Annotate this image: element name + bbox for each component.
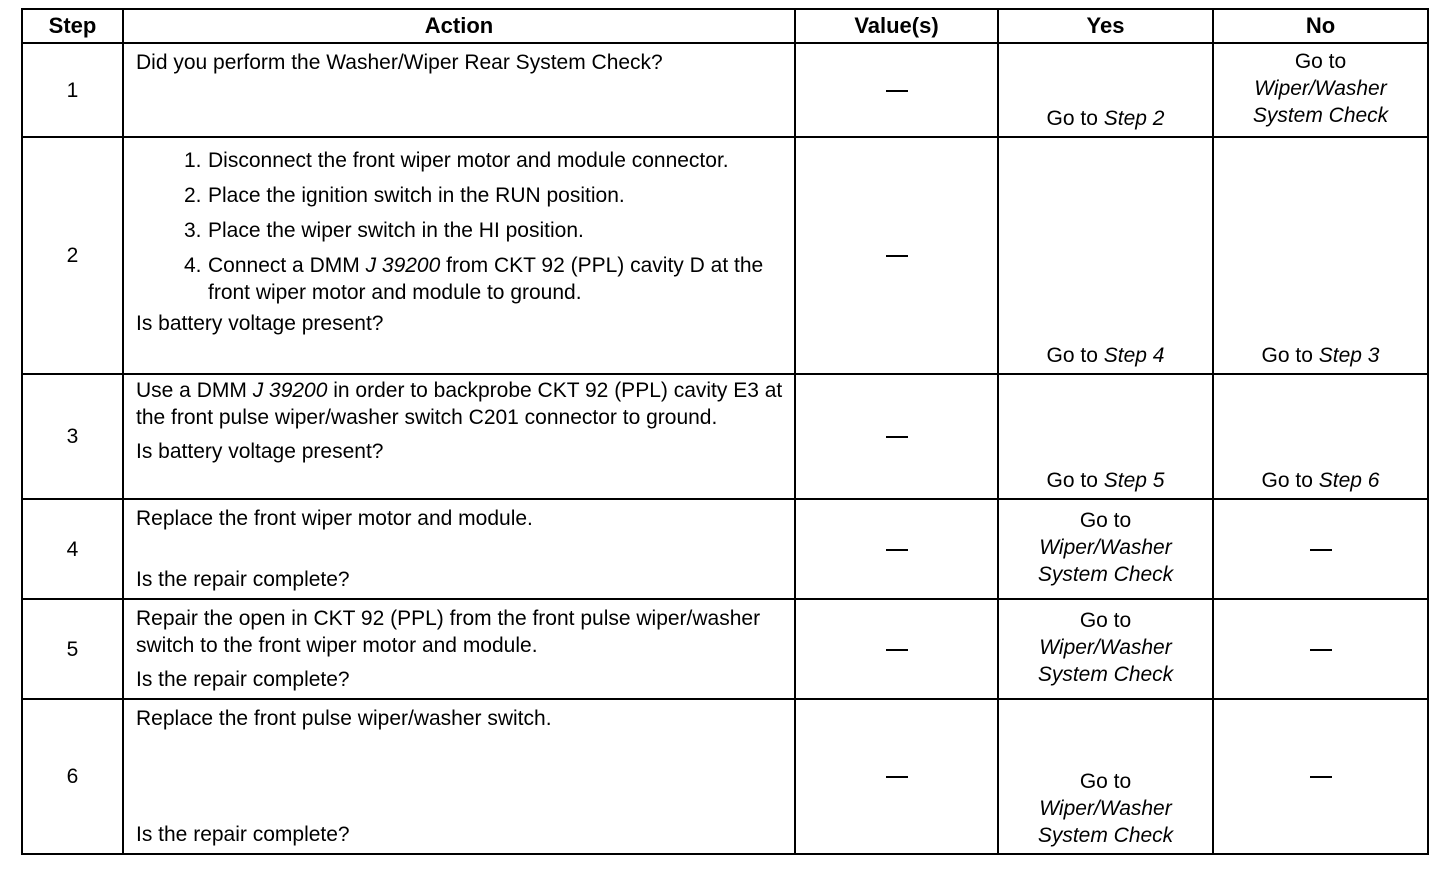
- tool-number: J 39200: [252, 379, 328, 402]
- table-row-step-2: [22, 137, 1428, 374]
- action-question: Is the repair complete?: [136, 568, 350, 591]
- action-question: Is battery voltage present?: [136, 312, 384, 335]
- value-dash: [886, 549, 908, 551]
- no-dash: [1310, 649, 1332, 651]
- no-cell: [1213, 699, 1428, 854]
- yes-wiper-check-line2: System Check: [1037, 562, 1174, 586]
- no-cell: [1213, 499, 1428, 599]
- no-cell: [1213, 374, 1428, 499]
- value-cell: [795, 499, 998, 599]
- no-goto-label: Go to: [1261, 469, 1313, 492]
- no-dash: [1310, 549, 1332, 551]
- action-cell: [123, 699, 795, 854]
- yes-step-link: Step 4: [1103, 344, 1165, 367]
- value-cell: [795, 699, 998, 854]
- no-step-link: Step 6: [1318, 469, 1380, 492]
- action-question: Is battery voltage present?: [136, 440, 384, 463]
- table-row-step-4: [22, 499, 1428, 599]
- value-cell: [795, 137, 998, 374]
- no-step-link: Step 3: [1318, 344, 1380, 367]
- table-row-step-3: [22, 374, 1428, 499]
- value-cell: [795, 374, 998, 499]
- no-cell: [1213, 43, 1428, 137]
- table-row-step-6: [22, 699, 1428, 854]
- value-dash: [886, 255, 908, 257]
- yes-step-link: Step 2: [1103, 107, 1165, 130]
- no-goto-label: Go to: [1294, 50, 1347, 73]
- action-cell: [123, 137, 795, 374]
- yes-step-link: Step 5: [1103, 469, 1165, 492]
- action-question: Is the repair complete?: [136, 823, 350, 846]
- step-number: 6: [22, 699, 123, 854]
- no-goto-label: Go to: [1261, 344, 1313, 367]
- value-dash: [886, 776, 908, 778]
- yes-wiper-check-line2: System Check: [1037, 662, 1174, 686]
- yes-cell: [998, 499, 1213, 599]
- header-yes: Yes: [998, 9, 1213, 43]
- no-wiper-check-line1: Wiper/Washer: [1254, 77, 1387, 100]
- value-cell: [795, 43, 998, 137]
- yes-wiper-check-line2: System Check: [1037, 824, 1174, 847]
- action-question: Is the repair complete?: [136, 668, 350, 691]
- value-dash: [886, 90, 908, 92]
- action-text: Use a DMM J 39200 in order to backprobe CKT 92 (PPL) cavity E3 at the front pulse wiper/washer switch C201 connector to ground.: [136, 379, 783, 429]
- action-cell: [123, 374, 795, 499]
- header-step: Step: [22, 9, 123, 43]
- no-dash: [1310, 776, 1332, 778]
- diagnostic-table: [21, 8, 1429, 855]
- action-text: Repair the open in CKT 92 (PPL) from the front pulse wiper/washer switch to the front wiper motor and module.: [136, 607, 761, 657]
- yes-cell: [998, 599, 1213, 699]
- yes-goto-label: Go to: [1046, 344, 1098, 367]
- step-number: 4: [22, 499, 123, 599]
- value-dash: [886, 649, 908, 651]
- yes-wiper-check-line1: Wiper/Washer: [1039, 535, 1172, 559]
- action-cell: [123, 499, 795, 599]
- header-values: Value(s): [795, 9, 998, 43]
- list-item: 4. Connect a DMM J 39200 from CKT 92 (PPL) cavity D at the front wiper motor and module to ground.: [184, 254, 764, 304]
- action-steps-list: [136, 147, 784, 306]
- action-text: Replace the front wiper motor and module.: [136, 507, 533, 530]
- table-row-step-1: [22, 43, 1428, 137]
- list-item: 2. Place the ignition switch in the RUN position.: [184, 184, 625, 207]
- table-row-step-5: [22, 599, 1428, 699]
- yes-goto-label: Go to: [1079, 770, 1132, 793]
- list-item: 3. Place the wiper switch in the HI position.: [184, 219, 584, 242]
- no-cell: [1213, 137, 1428, 374]
- action-cell: [123, 599, 795, 699]
- yes-goto-label: Go to: [1079, 608, 1132, 632]
- no-cell: [1213, 599, 1428, 699]
- yes-cell: [998, 137, 1213, 374]
- step-number: 2: [22, 137, 123, 374]
- header-row: [22, 9, 1428, 43]
- yes-cell: [998, 43, 1213, 137]
- yes-cell: [998, 699, 1213, 854]
- no-wiper-check-line2: System Check: [1252, 104, 1389, 127]
- value-cell: [795, 599, 998, 699]
- yes-wiper-check-line1: Wiper/Washer: [1039, 797, 1172, 820]
- header-action: Action: [123, 9, 795, 43]
- yes-goto-label: Go to: [1046, 107, 1098, 130]
- action-cell: [123, 43, 795, 137]
- yes-goto-label: Go to: [1046, 469, 1098, 492]
- yes-goto-label: Go to: [1079, 508, 1132, 532]
- yes-wiper-check-line1: Wiper/Washer: [1039, 635, 1172, 659]
- yes-cell: [998, 374, 1213, 499]
- step-number: 3: [22, 374, 123, 499]
- tool-number: J 39200: [365, 254, 441, 277]
- step-number: 1: [22, 43, 123, 137]
- header-no: No: [1213, 9, 1428, 43]
- list-item: 1. Disconnect the front wiper motor and module connector.: [184, 149, 729, 172]
- step-number: 5: [22, 599, 123, 699]
- action-text: Replace the front pulse wiper/washer switch.: [136, 707, 552, 730]
- value-dash: [886, 436, 908, 438]
- action-text: Did you perform the Washer/Wiper Rear System Check?: [136, 51, 663, 74]
